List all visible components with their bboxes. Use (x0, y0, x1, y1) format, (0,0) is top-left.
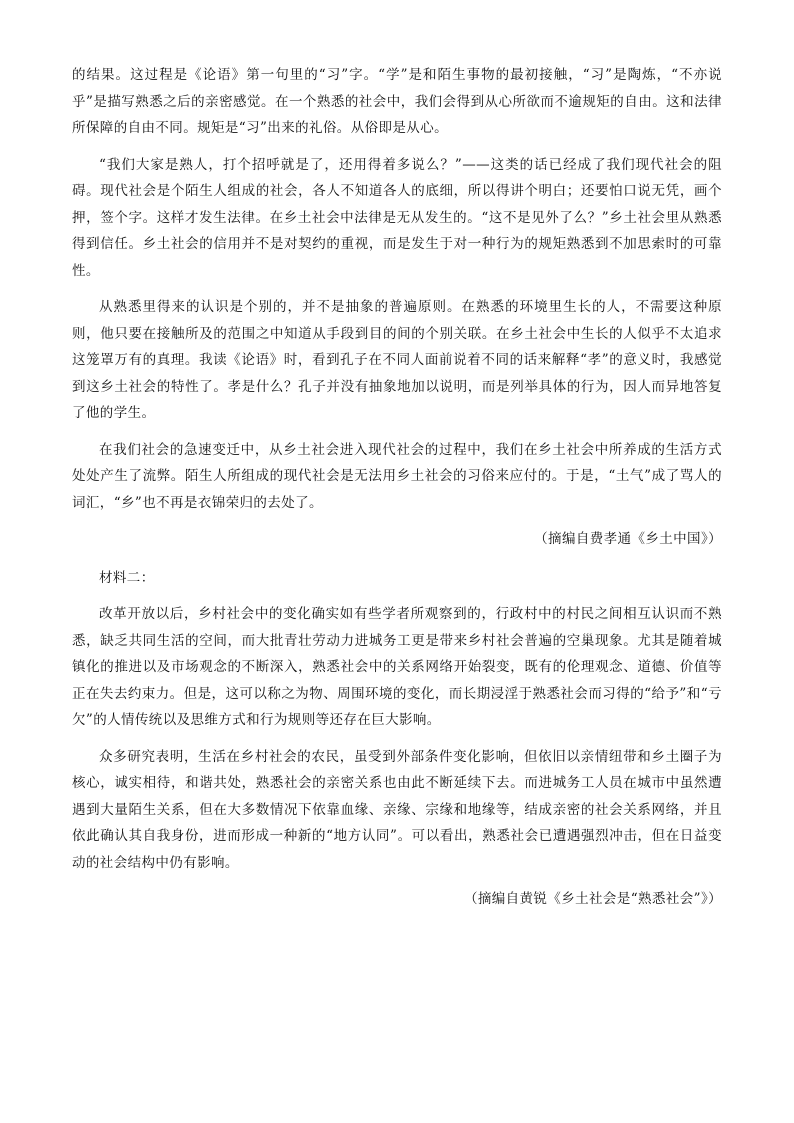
paragraph-continuation: 的结果。这过程是《论语》第一句里的“习”字。“学”是和陌生事物的最初接触，“习”是陶炼，“不亦说乎”是描写熟悉之后的亲密感觉。在一个熟悉的社会中，我们会得到从心所欲而不逾规矩的自由。这和法律所保障的自由不同。规矩是“习”出来的礼俗。从俗即是从心。 (72, 67, 722, 136)
source-citation: （摘编自费孝通《乡土中国》） (534, 531, 722, 547)
source-citation: （摘编自黄锐《乡土社会是“熟悉社会”》） (463, 891, 722, 907)
document-body (72, 62, 722, 925)
paragraph: 在我们社会的急速变迁中，从乡土社会进入现代社会的过程中，我们在乡土社会中所养成的生活方式处处产生了流弊。陌生人所组成的现代社会是无法用乡土社会的习俗来应付的。于是，“土气”成了骂人的词汇，“乡”也不再是衣锦荣归的去处了。 (72, 441, 722, 511)
paragraph: 众多研究表明，生活在乡村社会的农民，虽受到外部条件变化影响，但依旧以亲情纽带和乡土圈子为核心，诚实相待，和谐共处，熟悉社会的亲密关系也由此不断延续下去。而进城务工人员在城市中虽然遭遇到大量陌生关系，但在大多数情况下依靠血缘、亲缘、宗缘和地缘等，结成亲密的社会关系网络，并且依此确认其自我身份，进而形成一种新的“地方认同”。可以看出，熟悉社会已遭遇强烈冲击，但在日益变动的社会结构中仍有影响。 (72, 748, 722, 871)
paragraph: 改革开放以后，乡村社会中的变化确实如有些学者所观察到的，行政村中的村民之间相互认识而不熟悉，缺乏共同生活的空间，而大批青壮劳动力进城务工更是带来乡村社会普遍的空巢现象。尤其是随着城镇化的推进以及市场观念的不断深入，熟悉社会中的关系网络开始裂变，既有的伦理观念、道德、价值等正在失去约束力。但是，这可以称之为物、周围环境的变化，而长期浸淫于熟悉社会而习得的“给予”和“亏欠”的人情传统以及思维方式和行为规则等还存在巨大影响。 (72, 606, 722, 728)
material-heading: 材料二： (99, 569, 155, 586)
paragraph: “我们大家是熟人，打个招呼就是了，还用得着多说么？”——这类的话已经成了我们现代社会的阻碍。现代社会是个陌生人组成的社会，各人不知道各人的底细，所以得讲个明白；还要怕口说无凭，画个押，签个字。这样才发生法律。在乡土社会中法律是无从发生的。“这不是见外了么？”乡土社会里从熟悉得到信任。乡土社会的信用并不是对契约的重视，而是发生于对一种行为的规矩熟悉到不加思索时的可靠性。 (72, 156, 722, 279)
paragraph: 从熟悉里得来的认识是个别的，并不是抽象的普遍原则。在熟悉的环境里生长的人，不需要这种原则，他只要在接触所及的范围之中知道从手段到目的间的个别关联。在乡土社会中生长的人似乎不太追求这笼罩万有的真理。我读《论语》时，看到孔子在不同人面前说着不同的话来解释“孝”的意义时，我感觉到这乡土社会的特性了。孝是什么？孔子并没有抽象地加以说明，而是列举具体的行为，因人而异地答复了他的学生。 (72, 299, 722, 421)
